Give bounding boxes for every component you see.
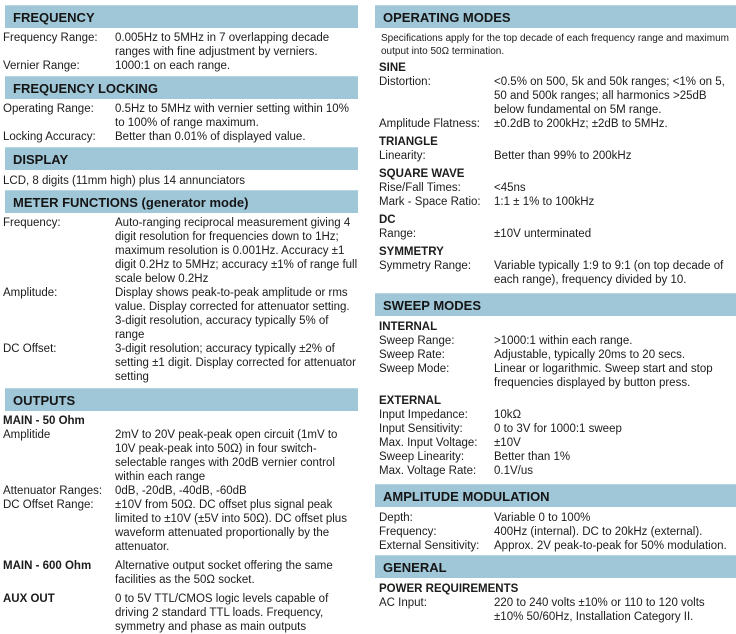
spec-label: Max. Input Voltage: (379, 437, 478, 449)
section-title: OPERATING MODES (383, 10, 511, 25)
spec-value: <0.5% on 500, 5k and 50k ranges; <1% on 5, 50 and 500k ranges; all harmonics >25dB below fundamental on 5M range. (494, 76, 725, 116)
spec-row (3, 216, 358, 286)
spec-row (3, 559, 358, 587)
spec-value: Auto-ranging reciprocal measurement giving 4 digit resolution for frequencies down to 1Hz; maximum resolution is 0.001Hz. Accuracy ±1 digit 0.2Hz to 5MHz; accuracy ±1% of range full scale below 0.2Hz (115, 217, 358, 285)
spec-value: ±10V from 50Ω. DC offset plus signal peak limited to ±10V (±5V into 50Ω). DC offset plus waveform attenuated proportionally by the attenuator. (115, 499, 347, 553)
section-title: METER FUNCTIONS (generator mode) (13, 195, 249, 210)
spec-value: Approx. 2V peak-to-peak for 50% modulation. (494, 540, 727, 552)
spec-value: 2mV to 20V peak-peak open circuit (1mV to 10V peak-peak into 50Ω) in four switch-selectable ranges with 20dB vernier control within each range (115, 429, 338, 483)
spec-row (379, 511, 736, 525)
spec-value: 10kΩ (494, 409, 522, 421)
spec-row (379, 75, 736, 117)
spec-value: 0 to 5V TTL/CMOS logic levels capable of driving 2 standard TTL loads. Frequency, symmetry and phase as main outputs (115, 593, 329, 633)
spec-value: Variable 0 to 100% (494, 512, 591, 524)
spec-row (379, 195, 736, 209)
spec-label: Amplitide (3, 429, 51, 441)
group-body (375, 596, 736, 624)
spec-row (3, 31, 358, 59)
section-title: SWEEP MODES (383, 298, 482, 313)
spec-value: Adjustable, typically 20ms to 20 secs. (494, 349, 686, 361)
spec-label: AC Input: (379, 597, 427, 609)
spec-label: Amplitude Flatness: (379, 118, 480, 130)
spec-label: Attenuator Ranges: (3, 485, 103, 497)
section-header-amplitude-modulation (375, 484, 736, 507)
spec-value: 3-digit resolution; accuracy typically ±2% of setting ±1 digit. Display corrected for attenuator setting (115, 343, 356, 383)
subheading-triangle: TRIANGLE (379, 136, 438, 148)
section-header-frequency-locking (5, 76, 358, 99)
spec-label-main-600-ohm: MAIN - 600 Ohm (3, 560, 92, 572)
spec-value: <45ns (494, 182, 526, 194)
section-header-operating-modes (375, 5, 736, 28)
spec-value: >1000:1 within each range. (494, 335, 633, 347)
spec-value: 220 to 240 volts ±10% or 110 to 120 volts ±10% 50/60Hz, Installation Category II. (494, 597, 705, 623)
section-body (3, 31, 358, 73)
spec-value: ±0.2dB to 200kHz; ±2dB to 5MHz. (494, 118, 668, 130)
section-header-outputs (5, 388, 358, 411)
operating-modes-note: Specifications apply for the top decade of each frequency range and maximum output into 50Ω termination. (381, 33, 729, 57)
section-title: FREQUENCY (13, 10, 95, 25)
spec-label: Sweep Linearity: (379, 451, 465, 463)
section-title: OUTPUTS (13, 393, 76, 408)
spec-value: ±10V (494, 437, 521, 449)
spec-label: DC Offset Range: (3, 499, 94, 511)
spec-label: Locking Accuracy: (3, 131, 96, 143)
spec-row (379, 464, 736, 478)
section-header-frequency (5, 5, 358, 28)
spec-row (3, 428, 358, 484)
spec-row (379, 334, 736, 348)
spec-column-right (375, 0, 736, 624)
spec-row (3, 130, 358, 144)
section-header-sweep-modes (375, 293, 736, 316)
spec-row (3, 592, 358, 634)
group-body (375, 149, 736, 163)
spec-value: Better than 0.01% of displayed value. (115, 131, 306, 143)
spec-label: Input Impedance: (379, 409, 468, 421)
group-body (375, 227, 736, 241)
spec-row (3, 286, 358, 342)
spec-value: 1:1 ± 1% to 100kHz (494, 196, 595, 208)
spec-row (379, 181, 736, 195)
spec-value: Display shows peak-to-peak amplitude or rms value. Display corrected for attenuator setting. 3-digit resolution, accuracy typically 5% of range (115, 287, 350, 341)
spec-label: Vernier Range: (3, 60, 80, 72)
spec-column-left (3, 0, 358, 634)
spec-row (379, 348, 736, 362)
section-body (3, 216, 358, 384)
section-header-display (5, 147, 358, 170)
spec-row (379, 149, 736, 163)
spec-label-aux-out: AUX OUT (3, 593, 55, 605)
spec-row (379, 436, 736, 450)
spec-label: Frequency: (3, 217, 61, 229)
spec-row (379, 422, 736, 436)
spec-label: Sweep Rate: (379, 349, 445, 361)
group-body (375, 408, 736, 478)
spec-row (379, 408, 736, 422)
spec-value: ±10V unterminated (494, 228, 592, 240)
spec-label: DC Offset: (3, 343, 57, 355)
spec-value: Alternative output socket offering the same facilities as the 50Ω socket. (115, 560, 333, 586)
spec-row (3, 102, 358, 130)
spec-row (379, 362, 736, 390)
spec-label: Sweep Mode: (379, 363, 450, 375)
spec-value: Better than 1% (494, 451, 571, 463)
spec-row (379, 539, 736, 553)
spec-label: Frequency Range: (3, 32, 98, 44)
subheading-external: EXTERNAL (379, 395, 441, 407)
section-body (3, 102, 358, 144)
group-body (375, 181, 736, 209)
spec-row (379, 525, 736, 539)
spec-label: Frequency: (379, 526, 437, 538)
group-body (375, 259, 736, 287)
subheading-symmetry: SYMMETRY (379, 246, 444, 258)
section-title: DISPLAY (13, 152, 69, 167)
spec-label: Operating Range: (3, 103, 94, 115)
spec-label: Mark - Space Ratio: (379, 196, 481, 208)
subheading-sine: SINE (379, 62, 406, 74)
subheading-internal: INTERNAL (379, 321, 438, 333)
section-title: GENERAL (383, 560, 447, 575)
spec-label: Amplitude: (3, 287, 58, 299)
spec-label: Rise/Fall Times: (379, 182, 461, 194)
subheading-main-50-ohm: MAIN - 50 Ohm (3, 415, 85, 427)
spec-value: 400Hz (internal). DC to 20kHz (external). (494, 526, 703, 538)
display-description: LCD, 8 digits (11mm high) plus 14 annunciators (3, 175, 246, 187)
subheading-square-wave: SQUARE WAVE (379, 168, 465, 180)
spec-value: 0.5Hz to 5MHz with vernier setting within 10% to 100% of range maximum. (115, 103, 349, 129)
section-body (3, 414, 358, 634)
spec-row (3, 498, 358, 554)
spec-label: Range: (379, 228, 417, 240)
spec-row (3, 484, 358, 498)
spec-label: Input Sensitivity: (379, 423, 463, 435)
group-body (375, 334, 736, 390)
spec-value: 0.1V/us (494, 465, 533, 477)
section-header-meter-functions (5, 190, 358, 213)
spec-label: External Sensitivity: (379, 540, 480, 552)
group-body (375, 75, 736, 131)
subheading-power-requirements: POWER REQUIREMENTS (379, 583, 519, 595)
spec-value: 1000:1 on each range. (115, 60, 231, 72)
spec-row (3, 342, 358, 384)
spec-label: Max. Voltage Rate: (379, 465, 477, 477)
spec-value: Linear or logarithmic. Sweep start and stop frequencies displayed by button press. (494, 363, 713, 389)
spec-value: Better than 99% to 200kHz (494, 150, 632, 162)
section-title: FREQUENCY LOCKING (13, 81, 158, 96)
section-title: AMPLITUDE MODULATION (383, 489, 550, 504)
subheading-dc: DC (379, 214, 396, 226)
spec-row (379, 596, 736, 624)
spec-label: Symmetry Range: (379, 260, 472, 272)
spec-row (379, 117, 736, 131)
spec-value: 0 to 3V for 1000:1 sweep (494, 423, 622, 435)
section-header-general (375, 555, 736, 578)
spec-row (3, 59, 358, 73)
spec-label: Depth: (379, 512, 413, 524)
spec-row (379, 259, 736, 287)
spec-label: Sweep Range: (379, 335, 455, 347)
spec-row (379, 227, 736, 241)
spec-row (379, 450, 736, 464)
spec-value: 0dB, -20dB, -40dB, -60dB (115, 485, 247, 497)
group-body (375, 511, 736, 553)
spec-label: Linearity: (379, 150, 426, 162)
spec-value: 0.005Hz to 5MHz in 7 overlapping decade ranges with fine adjustment by verniers. (115, 32, 330, 58)
spec-label: Distortion: (379, 76, 431, 88)
spec-value: Variable typically 1:9 to 9:1 (on top decade of each range), frequency divided by 10. (494, 260, 724, 286)
